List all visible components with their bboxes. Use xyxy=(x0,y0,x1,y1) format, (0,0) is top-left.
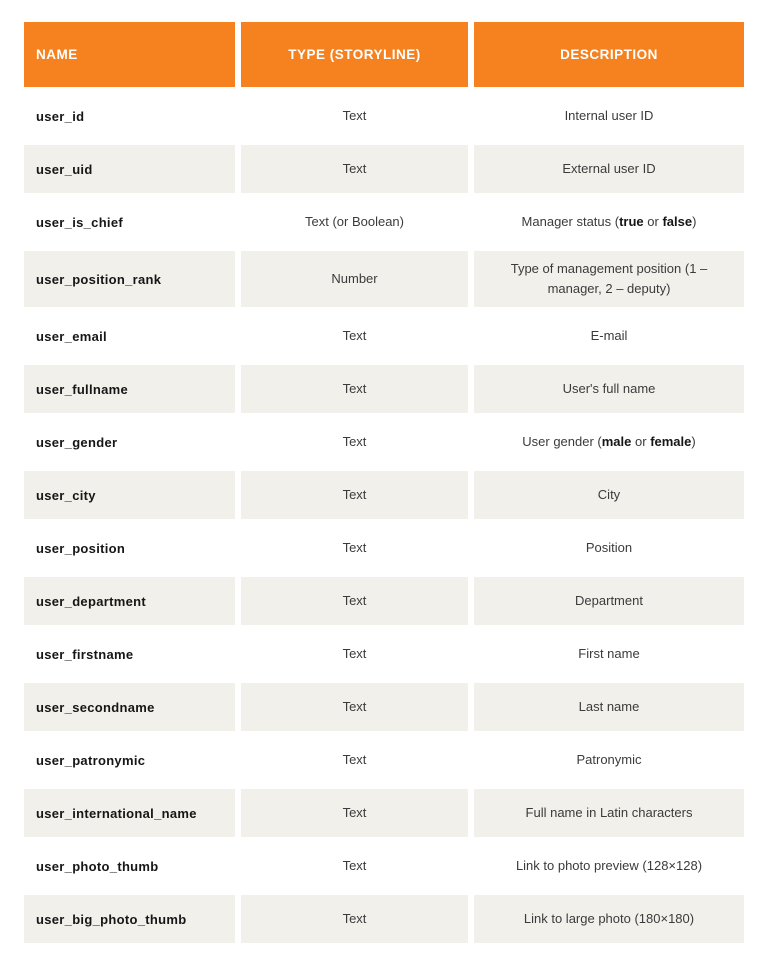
table-row xyxy=(24,92,744,140)
field-table-body xyxy=(24,92,744,943)
field-type-cell: Text xyxy=(241,365,468,413)
field-type-cell: Text xyxy=(241,683,468,731)
table-row xyxy=(24,524,744,572)
table-row xyxy=(24,736,744,784)
column-header-name: NAME xyxy=(24,22,235,87)
table-row xyxy=(24,365,744,413)
field-type-cell: Text xyxy=(241,736,468,784)
field-description-cell: E-mail xyxy=(474,312,744,360)
field-type-cell: Text xyxy=(241,145,468,193)
table-row xyxy=(24,577,744,625)
column-header-type: TYPE (STORYLINE) xyxy=(241,22,468,87)
fields-table xyxy=(18,17,750,948)
table-row xyxy=(24,312,744,360)
field-name-cell: user_photo_thumb xyxy=(24,842,235,890)
field-name-cell: user_firstname xyxy=(24,630,235,678)
field-name-cell: user_department xyxy=(24,577,235,625)
fields-table-header xyxy=(24,22,744,87)
field-description-cell: Department xyxy=(474,577,744,625)
field-type-cell: Text xyxy=(241,312,468,360)
field-name-cell: user_patronymic xyxy=(24,736,235,784)
field-name-cell: user_secondname xyxy=(24,683,235,731)
field-description-cell: Link to large photo (180×180) xyxy=(474,895,744,943)
field-type-cell: Text xyxy=(241,842,468,890)
field-description-cell: Full name in Latin characters xyxy=(474,789,744,837)
field-name-cell: user_id xyxy=(24,92,235,140)
field-description-cell: User's full name xyxy=(474,365,744,413)
table-row xyxy=(24,145,744,193)
field-description-cell: Manager status (true or false) xyxy=(474,198,744,246)
field-type-cell: Text (or Boolean) xyxy=(241,198,468,246)
table-row xyxy=(24,895,744,943)
field-description-cell: Last name xyxy=(474,683,744,731)
field-type-cell: Number xyxy=(241,251,468,307)
table-row xyxy=(24,418,744,466)
field-name-cell: user_email xyxy=(24,312,235,360)
field-description-cell: Type of management position (1 – manager, 2 – deputy) xyxy=(474,251,744,307)
field-type-cell: Text xyxy=(241,895,468,943)
field-name-cell: user_position xyxy=(24,524,235,572)
field-type-cell: Text xyxy=(241,577,468,625)
field-description-cell: Patronymic xyxy=(474,736,744,784)
field-description-cell: User gender (male or female) xyxy=(474,418,744,466)
field-name-cell: user_city xyxy=(24,471,235,519)
field-description-cell: Link to photo preview (128×128) xyxy=(474,842,744,890)
field-name-cell: user_fullname xyxy=(24,365,235,413)
field-description-cell: First name xyxy=(474,630,744,678)
field-description-cell: City xyxy=(474,471,744,519)
table-row xyxy=(24,683,744,731)
field-name-cell: user_position_rank xyxy=(24,251,235,307)
field-name-cell: user_big_photo_thumb xyxy=(24,895,235,943)
table-row xyxy=(24,471,744,519)
field-type-cell: Text xyxy=(241,630,468,678)
field-description-cell: External user ID xyxy=(474,145,744,193)
table-row xyxy=(24,789,744,837)
field-description-cell: Position xyxy=(474,524,744,572)
field-description-cell: Internal user ID xyxy=(474,92,744,140)
table-row xyxy=(24,630,744,678)
field-type-cell: Text xyxy=(241,524,468,572)
header-row xyxy=(24,22,744,87)
field-type-cell: Text xyxy=(241,789,468,837)
column-header-description: DESCRIPTION xyxy=(474,22,744,87)
field-type-cell: Text xyxy=(241,92,468,140)
field-name-cell: user_uid xyxy=(24,145,235,193)
table-row xyxy=(24,251,744,307)
field-name-cell: user_is_chief xyxy=(24,198,235,246)
field-type-cell: Text xyxy=(241,471,468,519)
page xyxy=(0,17,768,948)
table-row xyxy=(24,198,744,246)
table-row xyxy=(24,842,744,890)
field-type-cell: Text xyxy=(241,418,468,466)
field-name-cell: user_international_name xyxy=(24,789,235,837)
field-name-cell: user_gender xyxy=(24,418,235,466)
